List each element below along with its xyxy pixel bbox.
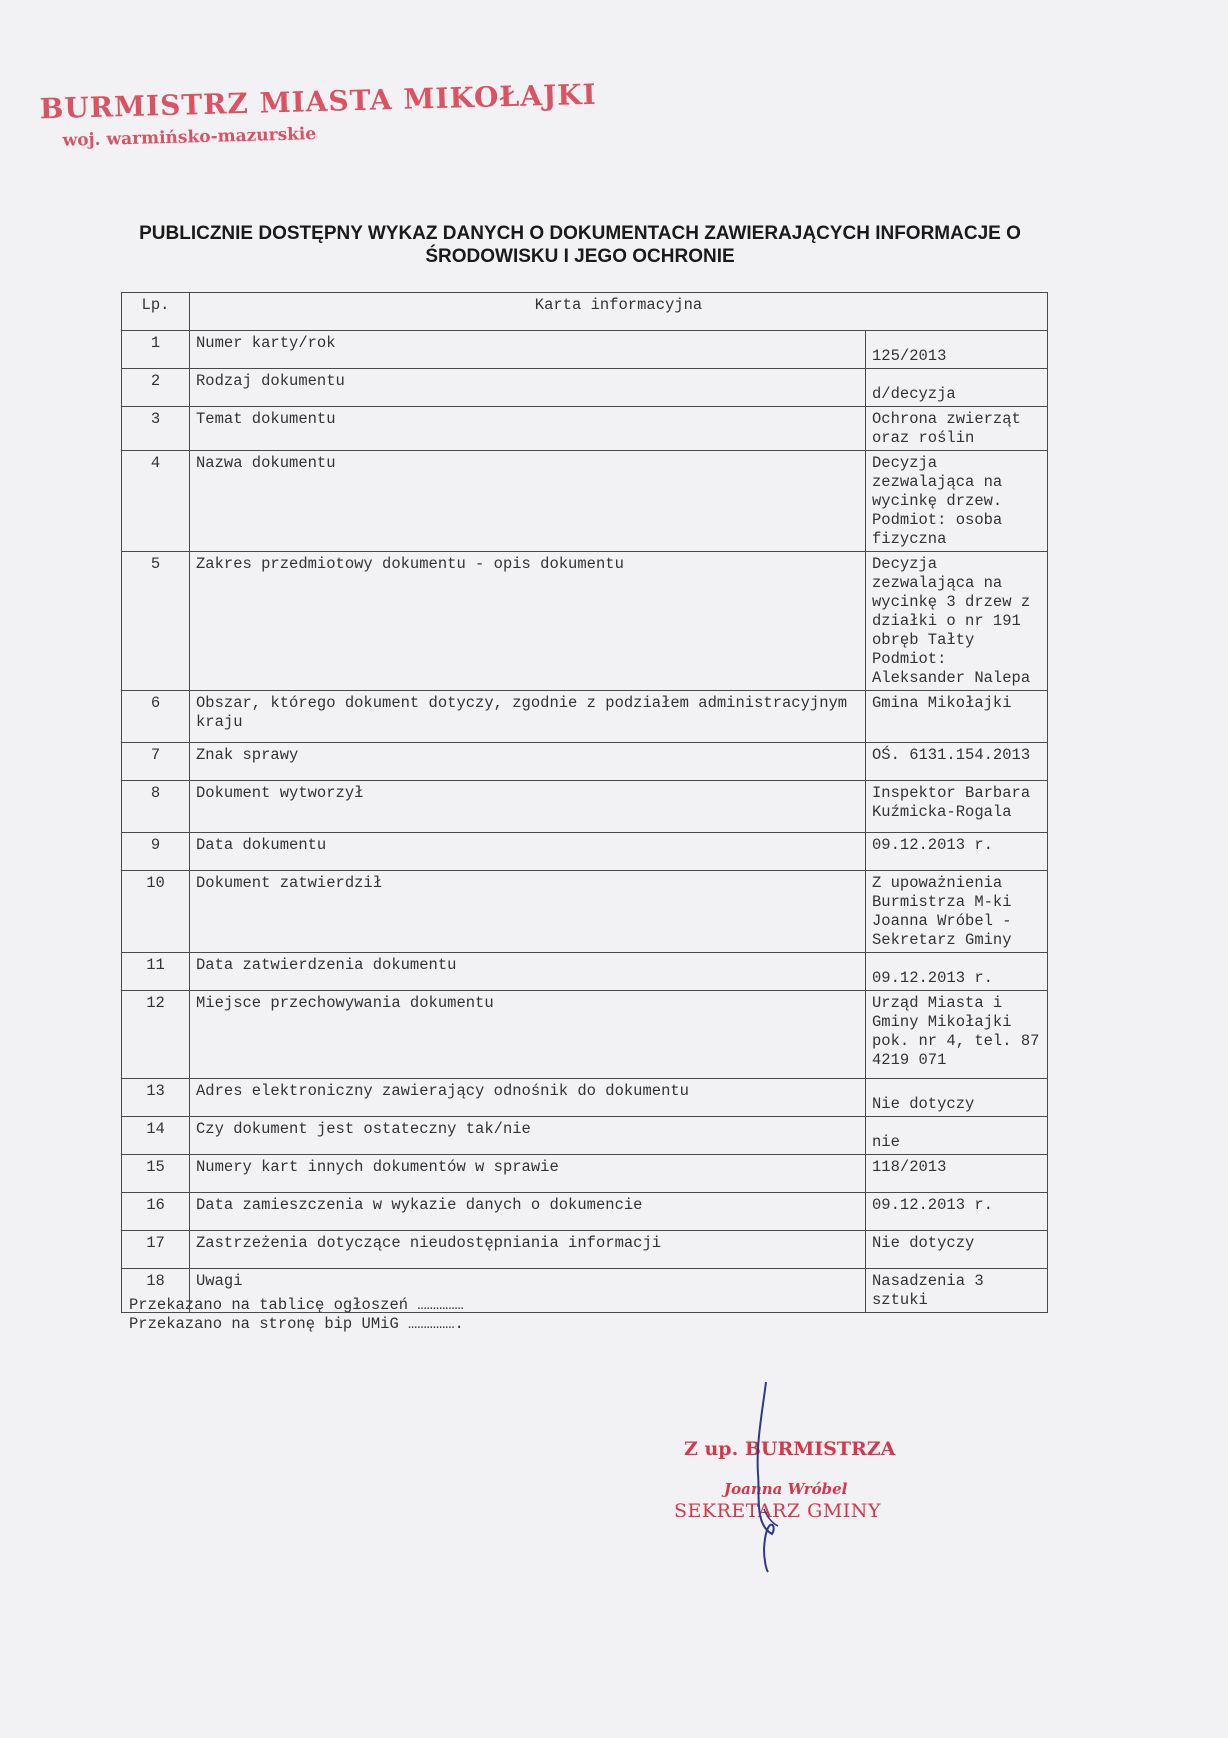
row-value: Urząd Miasta i Gminy Mikołajki pok. nr 4, tel. 87 4219 071: [866, 991, 1048, 1079]
table-row: [122, 871, 1048, 953]
office-stamp-title: BURMISTRZ MIASTA MIKOŁAJKI: [39, 77, 598, 126]
row-value: 118/2013: [866, 1155, 1048, 1193]
table-row: [122, 407, 1048, 451]
row-number: 11: [122, 953, 190, 991]
row-value: Nie dotyczy: [866, 1079, 1048, 1117]
table-row: [122, 552, 1048, 691]
row-label: Znak sprawy: [190, 743, 866, 781]
row-number: 16: [122, 1193, 190, 1231]
row-number: 18: [122, 1269, 190, 1313]
table-row: [122, 1155, 1048, 1193]
column-header-card: Karta informacyjna: [190, 293, 1048, 331]
row-label: Adres elektroniczny zawierający odnośnik do dokumentu: [190, 1079, 866, 1117]
row-value: d/decyzja: [866, 369, 1048, 407]
office-stamp: [39, 77, 598, 152]
row-label: Data zamieszczenia w wykazie danych o dokumencie: [190, 1193, 866, 1231]
row-label: Rodzaj dokumentu: [190, 369, 866, 407]
signature-stamp-name: Joanna Wróbel: [724, 1480, 848, 1498]
row-value: 09.12.2013 r.: [866, 953, 1048, 991]
row-number: 15: [122, 1155, 190, 1193]
row-label: Czy dokument jest ostateczny tak/nie: [190, 1117, 866, 1155]
table-row: [122, 1193, 1048, 1231]
row-label: Obszar, którego dokument dotyczy, zgodnie z podziałem administracyjnym kraju: [190, 691, 866, 743]
row-label: Zakres przedmiotowy dokumentu - opis dokumentu: [190, 552, 866, 691]
table-row: [122, 331, 1048, 369]
row-number: 1: [122, 331, 190, 369]
row-label: Numery kart innych dokumentów w sprawie: [190, 1155, 866, 1193]
row-value: Nie dotyczy: [866, 1231, 1048, 1269]
row-number: 4: [122, 451, 190, 552]
row-number: 10: [122, 871, 190, 953]
page-title-line2: ŚRODOWISKU I JEGO OCHRONIE: [425, 246, 735, 267]
transfer-notes: [129, 1296, 464, 1334]
row-number: 2: [122, 369, 190, 407]
table-row: [122, 1079, 1048, 1117]
row-label: Miejsce przechowywania dokumentu: [190, 991, 866, 1079]
page-title: [110, 222, 1050, 268]
row-label: Dokument zatwierdził: [190, 871, 866, 953]
row-label: Dokument wytworzył: [190, 781, 866, 833]
signature-stamp-authority: Z up. BURMISTRZA: [684, 1438, 896, 1460]
column-header-lp: Lp.: [122, 293, 190, 331]
bip-note: Przekazano na stronę bip UMiG …………….: [129, 1315, 464, 1333]
row-label: Nazwa dokumentu: [190, 451, 866, 552]
table-row: [122, 1117, 1048, 1155]
row-value: Inspektor Barbara Kuźmicka-Rogala: [866, 781, 1048, 833]
table-header-row: [122, 293, 1048, 331]
row-number: 3: [122, 407, 190, 451]
table-row: [122, 781, 1048, 833]
row-value: Ochrona zwierząt oraz roślin: [866, 407, 1048, 451]
row-number: 12: [122, 991, 190, 1079]
row-number: 13: [122, 1079, 190, 1117]
row-value: OŚ. 6131.154.2013: [866, 743, 1048, 781]
row-value: 125/2013: [866, 331, 1048, 369]
row-value: Decyzja zezwalająca na wycinkę drzew. Podmiot: osoba fizyczna: [866, 451, 1048, 552]
signature-stamp-position: SEKRETARZ GMINY: [674, 1500, 881, 1522]
row-number: 5: [122, 552, 190, 691]
row-number: 6: [122, 691, 190, 743]
row-label: Numer karty/rok: [190, 331, 866, 369]
row-label: Uwagi: [190, 1269, 866, 1313]
table-row: [122, 991, 1048, 1079]
row-value: Gmina Mikołajki: [866, 691, 1048, 743]
table-row: [122, 953, 1048, 991]
table-row: [122, 691, 1048, 743]
table-row: [122, 743, 1048, 781]
table-row: [122, 451, 1048, 552]
row-label: Temat dokumentu: [190, 407, 866, 451]
handwritten-signature: [744, 1374, 824, 1574]
info-card-table: [121, 292, 1048, 1313]
row-value: 09.12.2013 r.: [866, 833, 1048, 871]
table-row: [122, 369, 1048, 407]
row-number: 8: [122, 781, 190, 833]
row-label: Data dokumentu: [190, 833, 866, 871]
row-number: 9: [122, 833, 190, 871]
row-value: nie: [866, 1117, 1048, 1155]
row-number: 7: [122, 743, 190, 781]
row-label: Data zatwierdzenia dokumentu: [190, 953, 866, 991]
row-value: Z upoważnienia Burmistrza M-ki Joanna Wróbel - Sekretarz Gminy: [866, 871, 1048, 953]
office-stamp-region: woj. warmińsko-mazurskie: [62, 124, 317, 151]
row-number: 17: [122, 1231, 190, 1269]
table-row: [122, 833, 1048, 871]
row-value: Nasadzenia 3 sztuki: [866, 1269, 1048, 1313]
row-value: 09.12.2013 r.: [866, 1193, 1048, 1231]
page-title-line1: PUBLICZNIE DOSTĘPNY WYKAZ DANYCH O DOKUMENTACH ZAWIERAJĄCYCH INFORMACJE O: [139, 223, 1021, 244]
table-row: [122, 1231, 1048, 1269]
row-number: 14: [122, 1117, 190, 1155]
row-value: Decyzja zezwalająca na wycinkę 3 drzew z działki o nr 191 obręb Tałty Podmiot: Aleksander Nalepa: [866, 552, 1048, 691]
notice-board-note: Przekazano na tablicę ogłoszeń ……………: [129, 1296, 464, 1314]
row-label: Zastrzeżenia dotyczące nieudostępniania informacji: [190, 1231, 866, 1269]
